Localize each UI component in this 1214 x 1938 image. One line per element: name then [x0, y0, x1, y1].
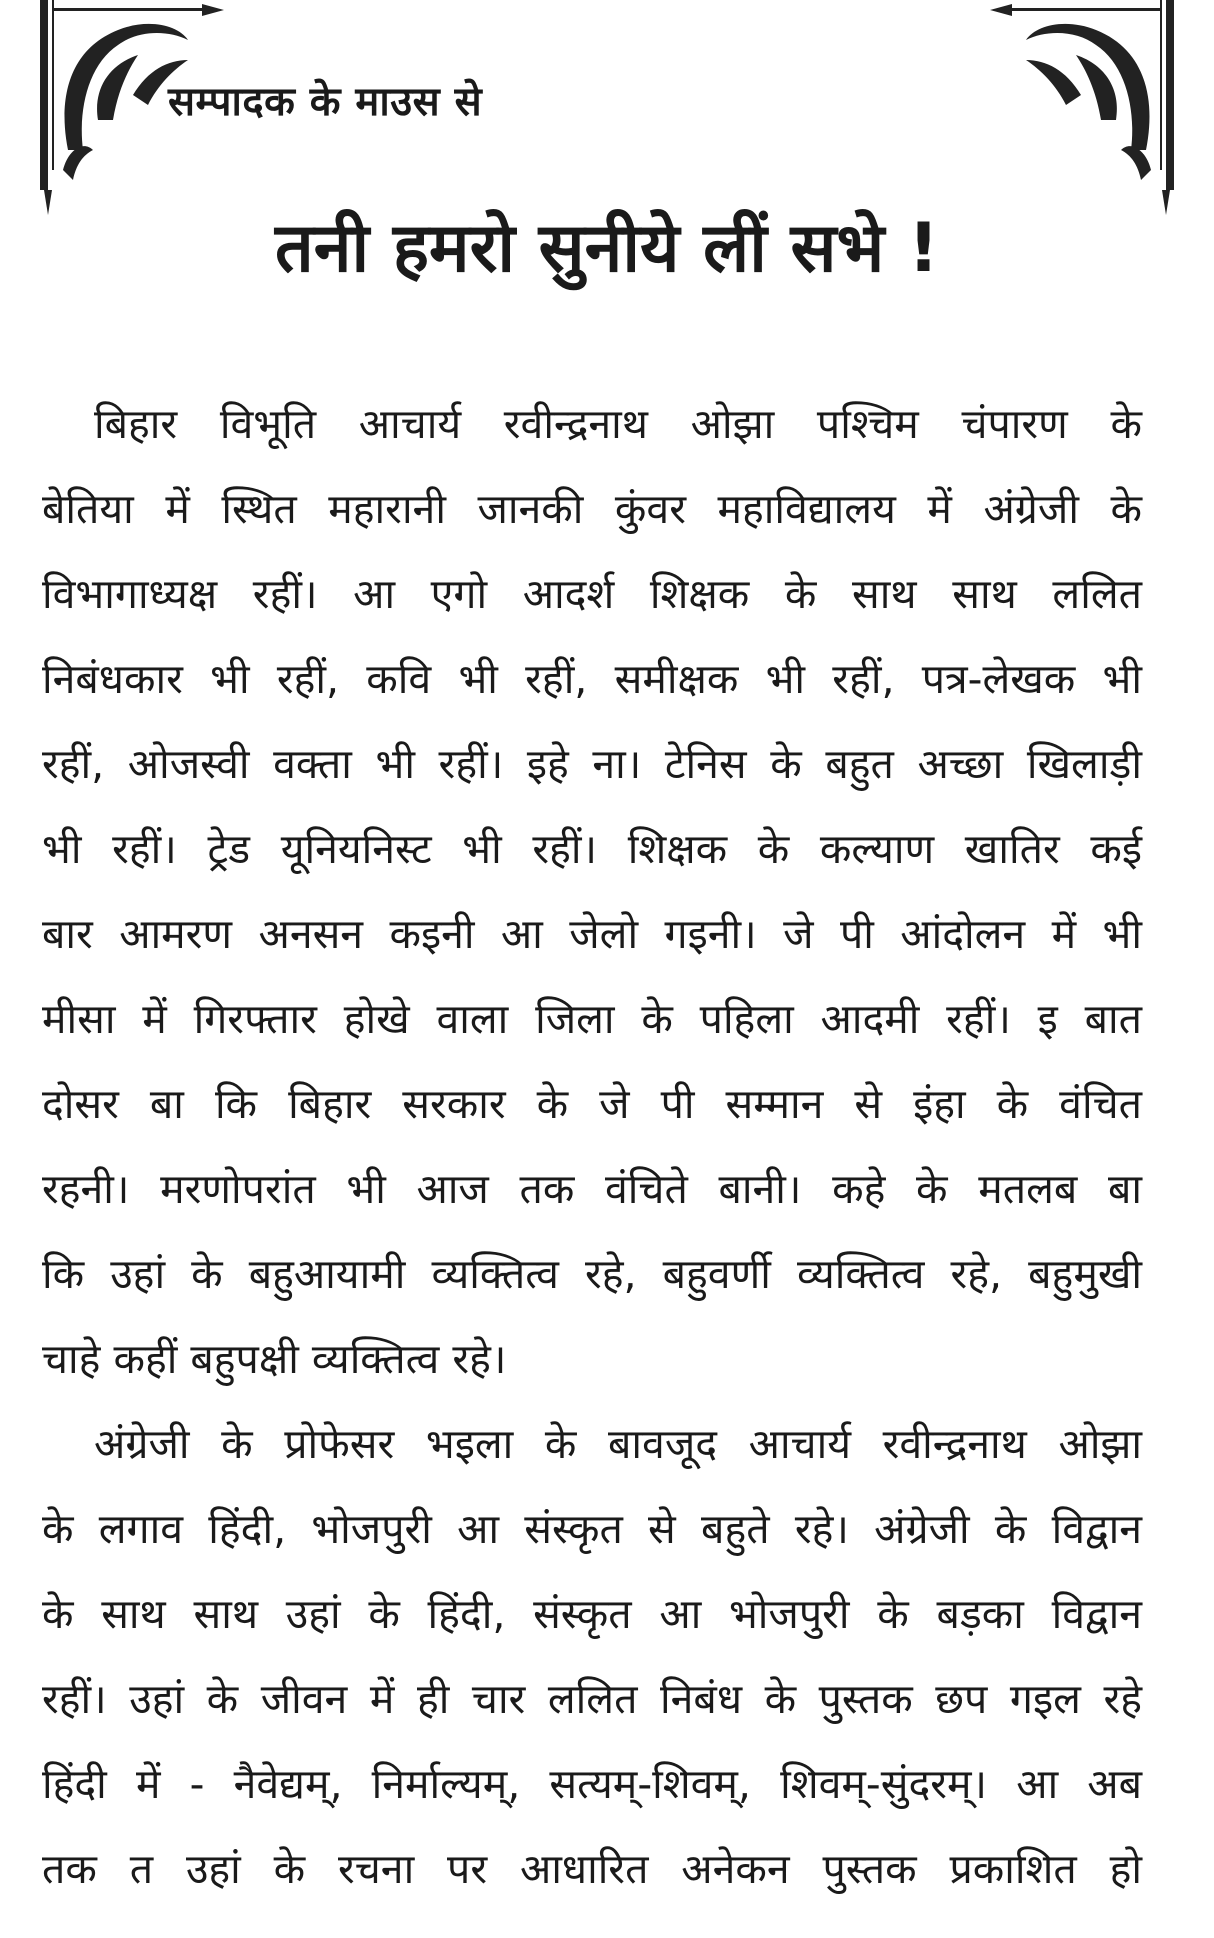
text-line: मीसा में गिरफ्तार होखे वाला जिला के पहिला आदमी रहीं। इ बात [42, 995, 1142, 1043]
text-line: रहीं, ओजस्वी वक्ता भी रहीं। इहे ना। टेनिस के बहुत अच्छा खिलाड़ी [42, 740, 1142, 788]
text-line: तक त उहां के रचना पर आधारित अनेकन पुस्तक प्रकाशित हो [42, 1845, 1142, 1893]
text-line: के साथ साथ उहां के हिंदी, संस्कृत आ भोजपुरी के बड़का विद्वान [42, 1590, 1142, 1638]
page-title: तनी हमरो सुनीये लीं सभे ! [275, 209, 939, 288]
text-line: भी रहीं। ट्रेड यूनियनिस्ट भी रहीं। शिक्षक के कल्याण खातिर कई [42, 825, 1142, 873]
text-line: विभागाध्यक्ष रहीं। आ एगो आदर्श शिक्षक के साथ साथ ललित [42, 570, 1142, 618]
text-line: कि उहां के बहुआयामी व्यक्तित्व रहे, बहुवर्णी व्यक्तित्व रहे, बहुमुखी [42, 1250, 1142, 1298]
text-line: दोसर बा कि बिहार सरकार के जे पी सम्मान से इंहा के वंचित [42, 1080, 1142, 1128]
text-line: अंग्रेजी के प्रोफेसर भइला के बावजूद आचार्य रवीन्द्रनाथ ओझा [94, 1420, 1142, 1468]
text-line: रहनी। मरणोपरांत भी आज तक वंचिते बानी। कहे के मतलब बा [42, 1165, 1142, 1213]
text-line: बार आमरण अनसन कइनी आ जेलो गइनी। जे पी आंदोलन में भी [42, 910, 1142, 958]
column-kicker: सम्पादक के माउस से [168, 79, 483, 125]
text-line: बिहार विभूति आचार्य रवीन्द्रनाथ ओझा पश्चिम चंपारण के [94, 400, 1142, 448]
article-body [42, 382, 1142, 1912]
text-line: बेतिया में स्थित महारानी जानकी कुंवर महाविद्यालय में अंग्रेजी के [42, 485, 1142, 533]
text-line: हिंदी में - नैवेद्यम्, निर्माल्यम्, सत्यम्-शिवम्, शिवम्-सुंदरम्। आ अब [42, 1760, 1142, 1808]
text-line: निबंधकार भी रहीं, कवि भी रहीं, समीक्षक भी रहीं, पत्र-लेखक भी [42, 655, 1142, 703]
text-line: के लगाव हिंदी, भोजपुरी आ संस्कृत से बहुते रहे। अंग्रेजी के विद्वान [42, 1505, 1142, 1553]
ornament-corner-right-icon [956, 0, 1176, 220]
text-line: रहीं। उहां के जीवन में ही चार ललित निबंध के पुस्तक छप गइल रहे [42, 1675, 1142, 1723]
text-line: चाहे कहीं बहुपक्षी व्यक्तित्व रहे। [42, 1335, 507, 1383]
